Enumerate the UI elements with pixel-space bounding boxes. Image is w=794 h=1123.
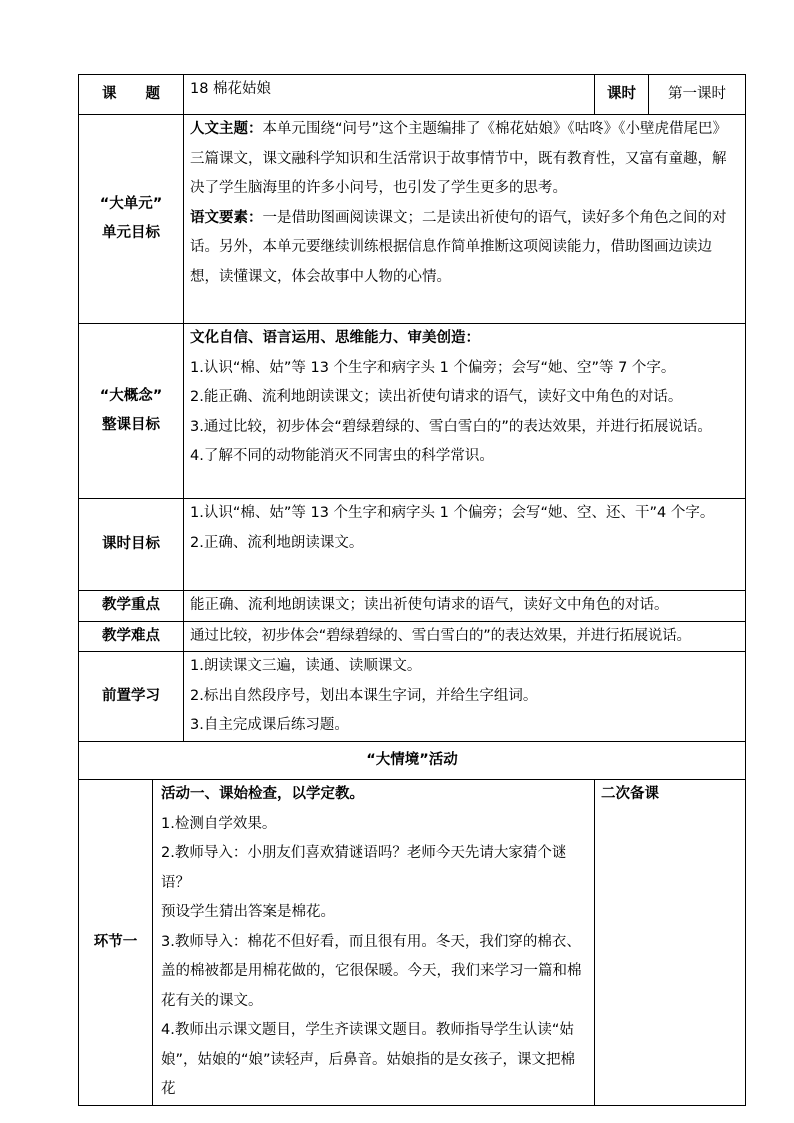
situation-title: “大情境”活动 [79,742,746,780]
key-point-row [79,591,746,622]
unit-goal-content [184,115,746,324]
key-point-text: 能正确、流利地朗读课文；读出祈使句请求的语气，读好文中角色的对话。 [184,591,746,622]
step-line: 预设学生猜出答案是棉花。 [161,904,335,920]
step-line: 3.教师导入：棉花不但好看，而且很有用。冬天，我们穿的棉衣、盖的棉被都是用棉花做的，它很保暖。今天，我们来学习一篇和棉花有关的课文。 [161,933,582,1009]
lesson-goal-label: 课时目标 [79,499,184,591]
difficulty-row [79,621,746,652]
difficulty-label: 教学难点 [79,621,184,652]
concept-goal-label-line1: “大概念” [99,387,163,404]
step-line: 2.教师导入：小朋友们喜欢猜谜语吗？老师今天先请大家猜个谜语？ [161,845,567,891]
lesson-goal-item: 1.认识“棉、姑”等 13 个生字和病字头 1 个偏旁；会写“她、空、还、干”4 个字。 [190,505,715,521]
lesson-title: 18 棉花姑娘 [184,75,595,115]
concept-goal-item: 2.能正确、流利地朗读课文；读出祈使句请求的语气，读好文中角色的对话。 [190,389,683,405]
topic-label: 课 题 [79,75,184,115]
preview-item: 3.自主完成课后练习题。 [190,717,349,733]
concept-goal-content [184,324,746,499]
step-line: 4.教师出示课文题目，学生齐读课文题目。教师指导学生认读“姑娘”，姑娘的“娘”读轻声，后鼻音。姑娘指的是女孩子，课文把棉花 [161,1022,576,1097]
concept-goal-row [79,324,746,499]
header-row [79,75,746,115]
unit-goal-row [79,115,746,324]
lesson-plan-table [78,74,746,1106]
concept-goal-heading: 文化自信、语言运用、思维能力、审美创造： [190,330,480,346]
concept-goal-item: 1.认识“棉、姑”等 13 个生字和病字头 1 个偏旁；会写“她、空”等 7 个字。 [190,359,676,376]
unit-goal-label-line1: “大单元” [99,195,163,212]
preview-label: 前置学习 [79,652,184,742]
step-one-content [153,780,595,1106]
unit-goal-label [79,115,184,324]
humanistic-text: 本单元围绕“问号”这个主题编排了《棉花姑娘》《咕咚》《小壁虎借尾巴》三篇课文，课文融科学知识和生活常识于故事情节中，既有教育性，又富有童趣，解决了学生脑海里的许多小问号，也引发了学生更多的思考。 [190,121,728,196]
preview-content [184,652,746,742]
language-text: 一是借助图画阅读课文；二是读出祈使句的语气，读好多个角色之间的对话。另外，本单元要继续训练根据信息作简单推断这项阅读能力，借助图画边读边想，读懂课文，体会故事中人物的心情。 [190,209,727,285]
situation-row [79,742,746,780]
lesson-goal-item: 2.正确、流利地朗读课文。 [190,534,364,551]
difficulty-text: 通过比较，初步体会“碧绿碧绿的、雪白雪白的”的表达效果，并进行拓展说话。 [184,621,746,652]
lesson-goal-row [79,499,746,591]
activity-title: 活动一、课始检查，以学定教。 [161,786,364,802]
preview-item: 2.标出自然段序号，划出本课生字词，并给生字组词。 [190,687,538,704]
preview-row [79,652,746,742]
lesson-goal-content [184,499,746,591]
unit-goal-label-line2: 单元目标 [102,225,160,241]
step-one-row [79,780,746,1106]
key-point-label: 教学重点 [79,591,184,622]
period-label: 课时 [595,75,649,115]
humanistic-title: 人文主题： [190,121,263,137]
step-one-label: 环节一 [79,780,153,1106]
language-paragraph [190,204,740,293]
concept-goal-item: 4.了解不同的动物能消灭不同害虫的科学常识。 [190,448,494,464]
concept-goal-label-line2: 整课目标 [102,417,160,433]
humanistic-paragraph [190,115,740,204]
language-title: 语文要素： [190,209,263,226]
second-prep-label: 二次备课 [595,780,746,1106]
preview-item: 1.朗读课文三遍，读通、读顺课文。 [190,658,422,674]
period-value: 第一课时 [649,75,746,115]
concept-goal-label [79,324,184,499]
concept-goal-item: 3.通过比较，初步体会“碧绿碧绿的、雪白雪白的”的表达效果，并进行拓展说话。 [190,418,712,435]
step-line: 1.检测自学效果。 [161,815,277,832]
